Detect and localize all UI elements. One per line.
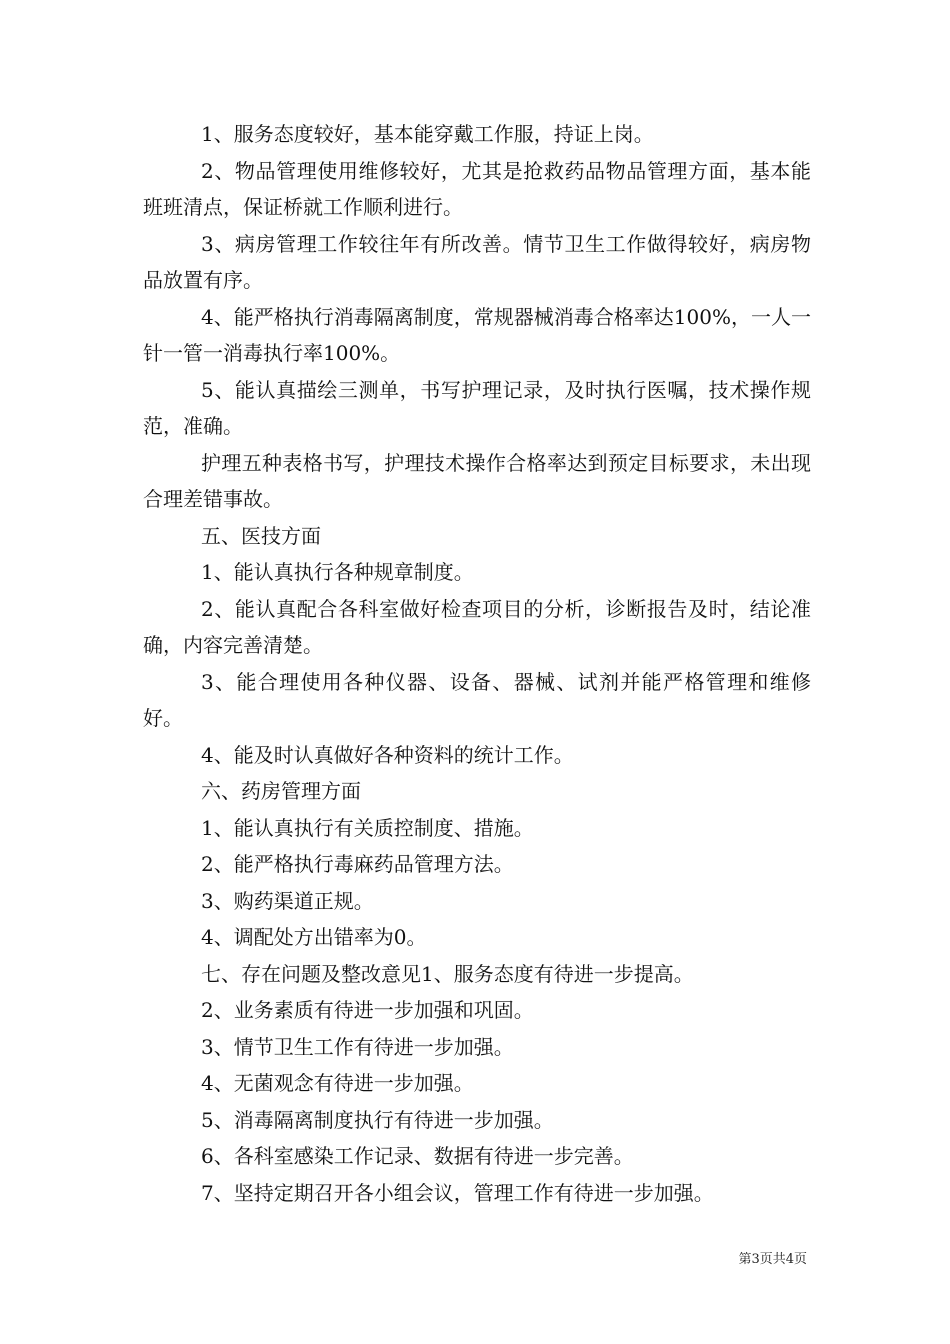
paragraph: 1、能认真执行各种规章制度。 xyxy=(201,560,474,584)
paragraph: 4、能及时认真做好各种资料的统计工作。 xyxy=(201,742,574,767)
paragraph: 3、病房管理工作较往年有所改善。情节卫生工作做得较好，病房物品放置有序。 xyxy=(143,231,811,292)
paragraph: 4、无菌观念有待进一步加强。 xyxy=(201,1071,474,1095)
paragraph: 2、物品管理使用维修较好，尤其是抢救药品物品管理方面，基本能班班清点，保证桥就工作顺利进行。 xyxy=(143,158,811,219)
paragraph: 3、购药渠道正规。 xyxy=(201,888,374,913)
paragraph: 1、能认真执行有关质控制度、措施。 xyxy=(201,815,534,840)
document-body xyxy=(143,116,811,1211)
paragraph: 6、各科室感染工作记录、数据有待进一步完善。 xyxy=(201,1144,634,1168)
page-number-footer: 第3页共4页 xyxy=(738,1252,807,1267)
paragraph: 5、消毒隔离制度执行有待进一步加强。 xyxy=(201,1107,554,1132)
paragraph: 5、能认真描绘三测单，书写护理记录，及时执行医嘱，技术操作规范，准确。 xyxy=(143,377,811,438)
paragraph: 3、情节卫生工作有待进一步加强。 xyxy=(201,1034,514,1059)
section-heading: 六、药房管理方面 xyxy=(201,779,361,803)
section-heading: 五、医技方面 xyxy=(201,523,321,548)
paragraph: 4、能严格执行消毒隔离制度，常规器械消毒合格率达100%，一人一针一管一消毒执行率100%。 xyxy=(143,304,811,365)
paragraph: 4、调配处方出错率为0。 xyxy=(201,925,427,949)
paragraph: 1、服务态度较好，基本能穿戴工作服，持证上岗。 xyxy=(201,122,654,146)
paragraph: 2、能认真配合各科室做好检查项目的分析，诊断报告及时，结论准确，内容完善清楚。 xyxy=(143,596,811,657)
section-heading: 七、存在问题及整改意见1、服务态度有待进一步提高。 xyxy=(201,961,694,986)
paragraph: 2、业务素质有待进一步加强和巩固。 xyxy=(201,998,534,1022)
paragraph: 护理五种表格书写，护理技术操作合格率达到预定目标要求，未出现合理差错事故。 xyxy=(143,450,811,511)
paragraph: 2、能严格执行毒麻药品管理方法。 xyxy=(201,852,514,876)
paragraph: 3、能合理使用各种仪器、设备、器械、试剂并能严格管理和维修好。 xyxy=(143,669,811,730)
paragraph: 7、坚持定期召开各小组会议，管理工作有待进一步加强。 xyxy=(201,1180,714,1205)
